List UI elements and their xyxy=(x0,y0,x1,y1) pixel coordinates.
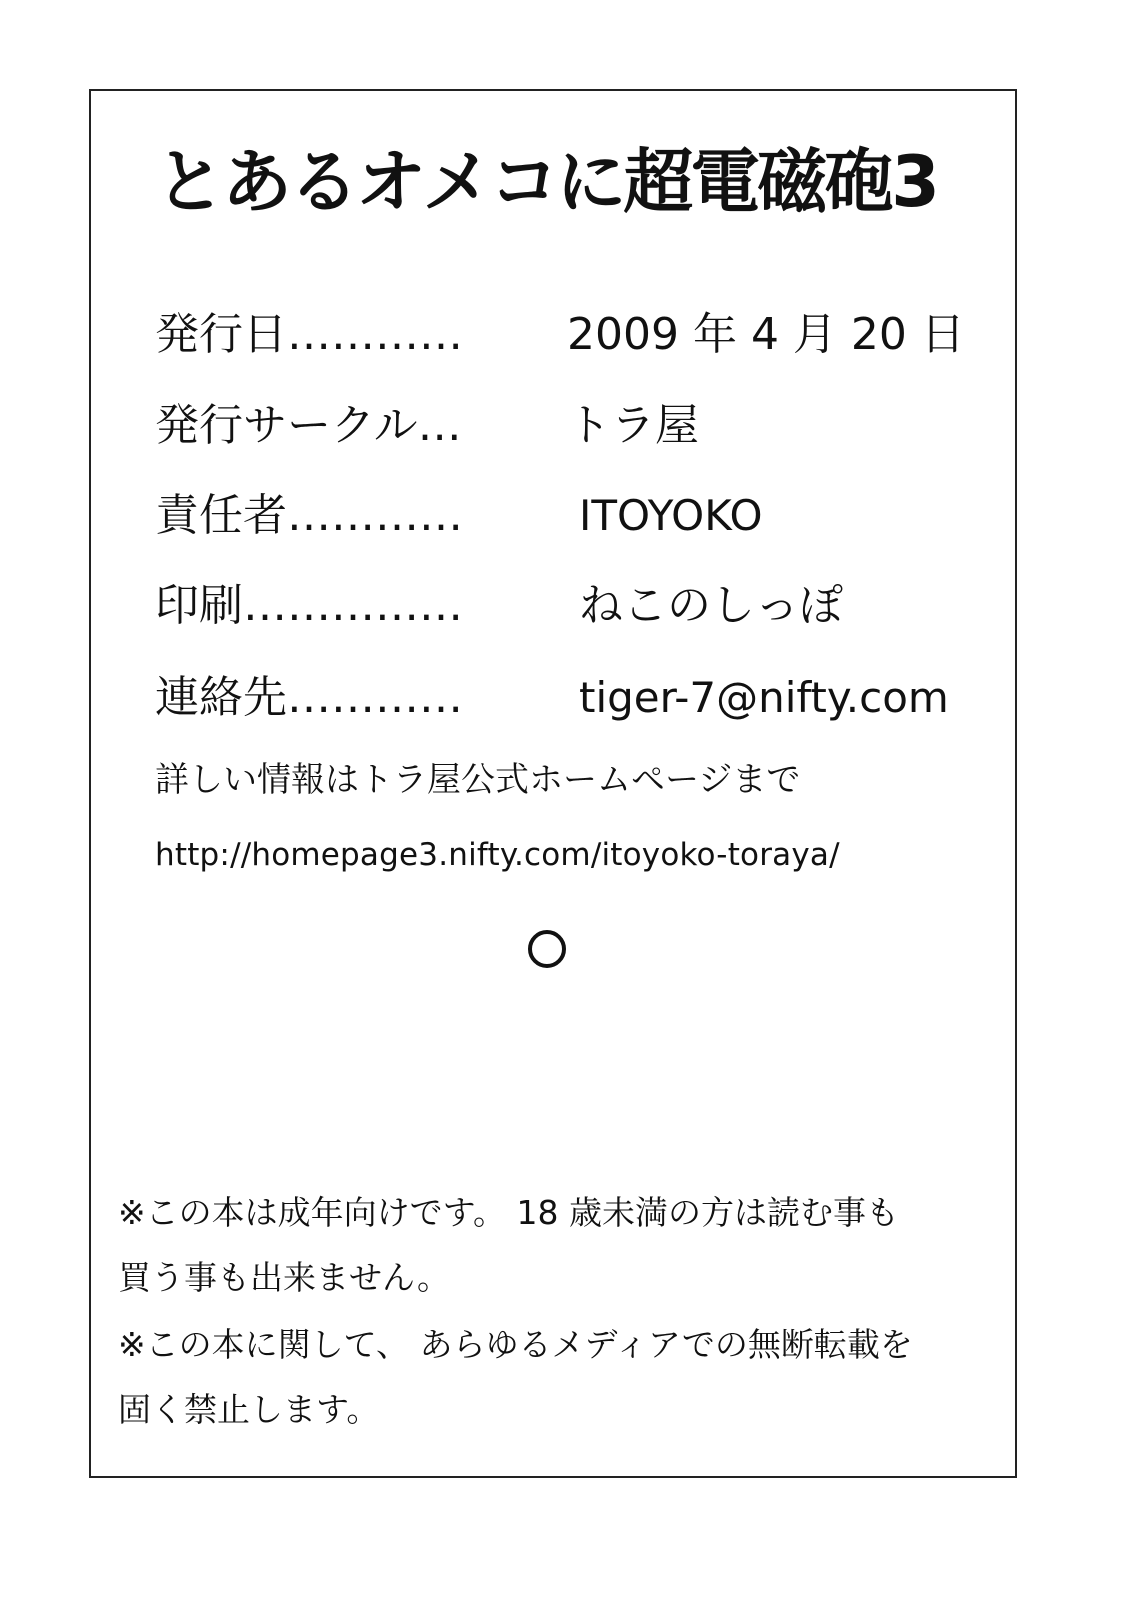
colophon-value-printer: ねこのしっぽ xyxy=(579,580,843,631)
homepage-url: http://homepage3.nifty.com/itoyoko-toraya/ xyxy=(155,837,840,873)
colophon-row-responsible xyxy=(155,483,985,549)
notice-line-1: ※この本は成年向けです。 18 歳未満の方は読む事も xyxy=(118,1193,899,1232)
colophon-row-circle xyxy=(155,393,985,459)
book-title: とあるオメコに超電磁砲3 xyxy=(155,141,938,223)
colophon-label-contact: 連絡先………… xyxy=(155,672,463,723)
homepage-info-text: 詳しい情報はトラ屋公式ホームページまで xyxy=(155,760,801,800)
notice-line-4: 固く禁止します。 xyxy=(118,1390,380,1429)
colophon-row-date xyxy=(155,302,985,368)
colophon-value-circle: トラ屋 xyxy=(567,400,699,451)
colophon-value-responsible: ITOYOKO xyxy=(579,491,763,540)
colophon-row-contact xyxy=(155,665,985,731)
notice-line-3: ※この本に関して、 あらゆるメディアでの無断転載を xyxy=(118,1325,913,1364)
colophon-label-date: 発行日………… xyxy=(155,309,463,360)
notice-line-2: 買う事も出来ません。 xyxy=(118,1258,450,1297)
circle-mark-icon xyxy=(528,930,566,968)
colophon-row-printer xyxy=(155,573,985,639)
colophon-label-circle: 発行サークル… xyxy=(155,400,462,451)
colophon-value-contact: tiger-7@nifty.com xyxy=(579,673,949,722)
colophon-value-date: 2009 年 4 月 20 日 xyxy=(567,309,965,360)
colophon-label-printer: 印刷…………… xyxy=(155,580,463,631)
colophon-label-responsible: 責任者………… xyxy=(155,490,463,541)
